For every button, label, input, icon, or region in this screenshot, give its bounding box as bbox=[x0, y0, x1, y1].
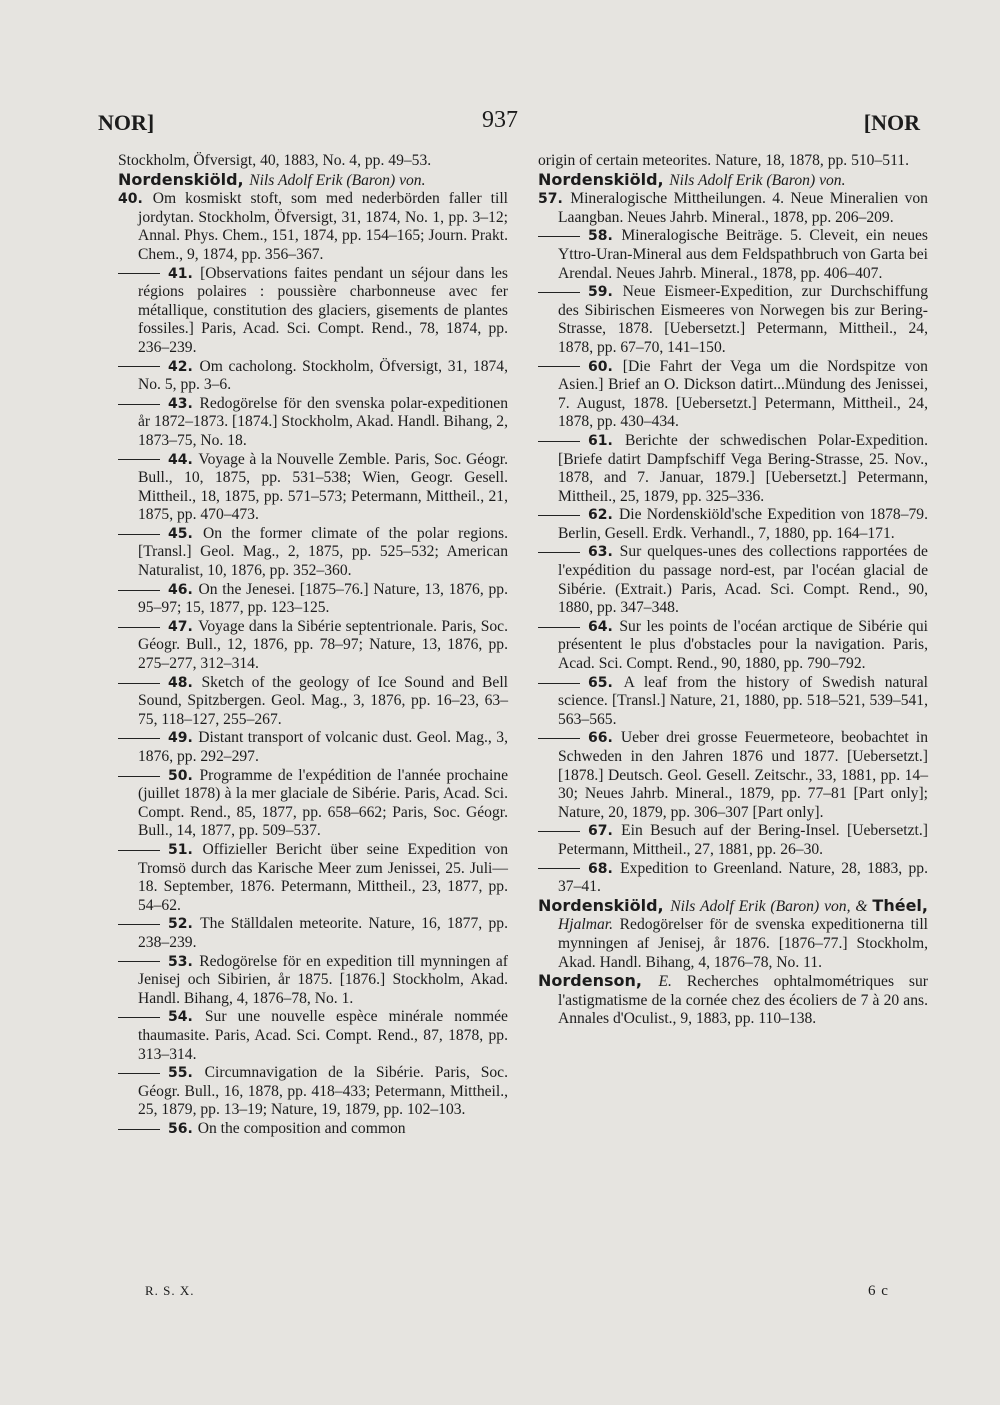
bibliography-entry bbox=[118, 767, 508, 841]
bibliography-entry bbox=[538, 506, 928, 543]
ditto-dash bbox=[118, 366, 160, 367]
ditto-dash bbox=[118, 273, 160, 274]
bibliography-entry bbox=[538, 972, 928, 1029]
entry-text: Stockholm, Öfversigt, 40, 1883, No. 4, pp. 49–53. bbox=[118, 152, 432, 169]
entry-text: [Die Fahrt der Vega um die Nordspitze von Asien.] Brief an O. Dickson datirt...Mündung des Jenissei, 7. August, 1878. [Uebersetzt.] Petermann, Mittheil., 24, 1878, pp. 430–434. bbox=[558, 357, 928, 431]
ditto-dash bbox=[538, 441, 580, 442]
entry-text: Die Nordenskiöld'sche Expedition von 1878–79. Berlin, Gesell. Erdk. Verhandl., 7, 1880, pp. 164–171. bbox=[558, 506, 928, 542]
ditto-dash bbox=[538, 292, 580, 293]
author-forenames: Nils Adolf Erik (Baron) von. bbox=[669, 171, 846, 189]
bibliography-entry bbox=[118, 395, 508, 451]
entry-text: Offizieller Bericht über seine Expedition von Tromsö durch das Karische Meer zum Jenissei, 25. Juli—18. September, 1876. Petermann, Mittheil., 23, 1877, pp. 54–62. bbox=[138, 840, 508, 914]
bibliography-entry bbox=[118, 1008, 508, 1064]
ditto-dash bbox=[118, 1129, 160, 1130]
entry-text: Ueber drei grosse Feuermeteore, beobachtet in Schweden in den Jahren 1876 und 1877. [Uebersetzt.] [1878.] Deutsch. Geol. Gesell. Zeitschr., 33, 1881, pp. 14–30; Neues Jahrb. Mineral., 1879, pp. 77–81 [Part only]; Nature, 20, 1879, pp. 306–307 [Part only]. bbox=[558, 729, 928, 821]
entry-number: 63. bbox=[588, 544, 620, 561]
bibliography-entry bbox=[118, 1064, 508, 1120]
bibliography-entry bbox=[118, 171, 508, 191]
entry-number: 65. bbox=[588, 674, 624, 691]
coauthor-forenames: Hjalmar. bbox=[558, 916, 620, 934]
ditto-dash bbox=[118, 534, 160, 535]
entry-number: 49. bbox=[168, 730, 199, 747]
entry-number: 55. bbox=[168, 1065, 205, 1082]
ditto-dash bbox=[538, 831, 580, 832]
bibliography-entry bbox=[538, 227, 928, 283]
entry-number: 40. bbox=[118, 191, 153, 208]
bibliography-entry bbox=[118, 152, 508, 171]
entry-text: Redogörelser för de svenska expeditionerna till mynningen af Jenisej, år 1876. [1876–77.] Stockholm, Akad. Handl. Bihang, 4, 1876–78, No. 11. bbox=[558, 916, 929, 971]
entry-text: Redogörelse för den svenska polar-expeditionen år 1872–1873. [1874.] Stockholm, Akad. Handl. Bihang, 2, 1873–75, No. 18. bbox=[138, 394, 508, 449]
author-name: Nordenskiöld, bbox=[118, 169, 250, 189]
ditto-dash bbox=[118, 1073, 160, 1074]
bibliography-entry bbox=[538, 729, 928, 822]
entry-number: 67. bbox=[588, 823, 622, 840]
entry-number: 47. bbox=[168, 618, 199, 635]
bibliography-entry bbox=[118, 674, 508, 730]
bibliography-entry bbox=[538, 822, 928, 859]
entry-text: Distant transport of volcanic dust. Geol. Mag., 3, 1876, pp. 292–297. bbox=[138, 729, 508, 765]
entry-number: 41. bbox=[168, 265, 201, 282]
ditto-dash bbox=[118, 738, 160, 739]
bibliography-entry bbox=[118, 358, 508, 395]
footer-signature: R. S. X. bbox=[145, 1283, 195, 1298]
author-forenames: Nils Adolf Erik (Baron) von. bbox=[249, 171, 426, 189]
ditto-dash bbox=[118, 961, 160, 962]
ditto-dash bbox=[538, 366, 580, 367]
bibliography-entry bbox=[118, 451, 508, 525]
bibliography-entry bbox=[538, 860, 928, 897]
entry-number: 44. bbox=[168, 451, 199, 468]
entry-text: Mineralogische Beiträge. 5. Cleveit, ein neues Yttro-Uran-Mineral aus dem Feldspathbruch von Garta bei Arendal. Neues Jahrb. Mineral., 1878, pp. 406–407. bbox=[558, 227, 928, 282]
author-name: Nordenskiöld, bbox=[538, 169, 670, 189]
entry-number: 52. bbox=[168, 916, 201, 933]
footer-sheet-mark: 6 c bbox=[868, 1283, 889, 1299]
entry-text: Recherches ophtalmométriques sur l'astigmatisme de la cornée chez des écoliers de 7 à 20 ans. Annales d'Oculist., 9, 1883, pp. 110–138. bbox=[558, 973, 928, 1028]
entry-text: [Observations faites pendant un séjour dans les régions polaires : poussière charbonneuse avec fer métallique, constitution des glaciers, gisements de plantes fossiles.] Paris, Acad. Sci. Compt. Rend., 78, 1874, pp. 236–239. bbox=[138, 264, 508, 356]
bibliography-entry bbox=[118, 1120, 508, 1139]
ditto-dash bbox=[118, 404, 160, 405]
entry-number: 66. bbox=[588, 730, 621, 747]
bibliography-entry bbox=[118, 581, 508, 618]
entry-text: Redogörelse för en expedition till mynningen af Jenisej och Sibirien, år 1875. [1876.] Stockholm, Akad. Handl. Bihang, 4, 1876–78, No. 1. bbox=[138, 952, 508, 1007]
bibliography-entry bbox=[118, 525, 508, 581]
entry-text: Om cacholong. Stockholm, Öfversigt, 31, 1874, No. 5, pp. 3–6. bbox=[138, 357, 508, 394]
ditto-dash bbox=[538, 515, 580, 516]
bibliography-entry bbox=[538, 358, 928, 432]
entry-text: Sur une nouvelle espèce minérale nommée thaumasite. Paris, Acad. Sci. Compt. Rend., 87, 1878, pp. 313–314. bbox=[138, 1008, 508, 1063]
entry-text: On the composition and common bbox=[197, 1119, 406, 1137]
ditto-dash bbox=[118, 683, 160, 684]
bibliography-entry bbox=[538, 190, 928, 227]
entry-text: A leaf from the history of Swedish natural science. [Transl.] Nature, 21, 1880, pp. 518–521, 539–541, 563–565. bbox=[558, 673, 928, 728]
entry-number: 42. bbox=[168, 358, 200, 375]
entry-text: origin of certain meteorites. Nature, 18, 1878, pp. 510–511. bbox=[538, 152, 909, 169]
bibliography-entry bbox=[538, 432, 928, 506]
entry-text: Neue Eismeer-Expedition, zur Durchschiffung des Sibirischen Eismeeres von Norwegen bis zur Bering-Strasse, 1878. [Uebersetzt.] Petermann, Mittheil., 24, 1878, pp. 67–70, 141–150. bbox=[558, 283, 928, 356]
bibliography-entry bbox=[118, 190, 508, 264]
ditto-dash bbox=[118, 1017, 160, 1018]
entry-number: 53. bbox=[168, 953, 200, 970]
entry-text: Expedition to Greenland. Nature, 28, 1883, pp. 37–41. bbox=[558, 859, 928, 896]
bibliography-entry bbox=[538, 897, 928, 972]
entry-number: 59. bbox=[588, 284, 623, 301]
entry-number: 60. bbox=[588, 358, 623, 375]
entry-number: 62. bbox=[588, 507, 619, 524]
author-forenames: E. bbox=[658, 973, 687, 991]
entry-text: Sur quelques-unes des collections rapportées de l'expédition du passage nord-est, par l'océan glacial de Sibérie. (Extrait.) Paris, Acad. Sci. Compt. Rend., 90, 1880, pp. 347–348. bbox=[558, 543, 928, 617]
entry-text: Sur les points de l'océan arctique de Sibérie qui présentent le plus d'obstacles pour la navigation. Paris, Acad. Sci. Compt. Rend., 90, 1880, pp. 790–792. bbox=[558, 617, 928, 673]
left-column bbox=[118, 152, 508, 1138]
entry-text: The Ställdalen meteorite. Nature, 16, 1877, pp. 238–239. bbox=[138, 915, 508, 951]
entry-number: 48. bbox=[168, 674, 202, 691]
entry-number: 43. bbox=[168, 395, 200, 412]
bibliography-entry bbox=[538, 618, 928, 674]
bibliography-entry bbox=[538, 543, 928, 617]
ditto-dash bbox=[538, 236, 580, 237]
entry-text: Mineralogische Mittheilungen. 4. Neue Mineralien von Laangban. Neues Jahrb. Mineral., 1878, pp. 206–209. bbox=[558, 190, 928, 226]
entry-text: Ein Besuch auf der Bering-Insel. [Uebersetzt.] Petermann, Mittheil., 27, 1881, pp. 26–30. bbox=[558, 822, 928, 858]
bibliography-entry bbox=[538, 171, 928, 191]
ditto-dash bbox=[538, 683, 580, 684]
ditto-dash bbox=[118, 627, 160, 628]
ditto-dash bbox=[118, 924, 160, 925]
running-head-right: [NOR bbox=[863, 110, 920, 135]
bibliography-entry bbox=[538, 283, 928, 357]
bibliography-entry bbox=[118, 265, 508, 358]
entry-text: On the Jenesei. [1875–76.] Nature, 13, 1876, pp. 95–97; 15, 1877, pp. 123–125. bbox=[138, 580, 508, 617]
entry-text: On the former climate of the polar regions. [Transl.] Geol. Mag., 2, 1875, pp. 525–532; American Naturalist, 10, 1876, pp. 352–360. bbox=[138, 524, 508, 580]
ditto-dash bbox=[118, 850, 160, 851]
entry-text: Berichte der schwedischen Polar-Expedition. [Briefe datirt Dampfschiff Vega Bering-Strasse, 25. Nov., 1878, and 7. Januar, 1879.] [Uebersetzt.] Petermann, Mittheil., 25, 1879, pp. 325–336. bbox=[558, 431, 928, 505]
running-head-left: NOR] bbox=[98, 110, 155, 135]
bibliography-entry bbox=[118, 953, 508, 1009]
ditto-dash bbox=[538, 627, 580, 628]
entry-text: Programme de l'expédition de l'année prochaine (juillet 1878) à la mer glaciale de Sibérie. Paris, Acad. Sci. Compt. Rend., 85, 1877, pp. 658–662; Paris, Soc. Géogr. Bull., 14, 1877, pp. 509–537. bbox=[138, 766, 508, 840]
coauthor-name: Théel, bbox=[872, 895, 928, 915]
right-column bbox=[538, 152, 928, 1029]
ditto-dash bbox=[538, 868, 580, 869]
bibliography-entry bbox=[538, 152, 928, 171]
entry-number: 64. bbox=[588, 618, 620, 635]
bibliography-entry bbox=[538, 674, 928, 730]
entry-text: Circumnavigation de la Sibérie. Paris, Soc. Géogr. Bull., 16, 1878, pp. 418–433; Petermann, Mittheil., 25, 1879, pp. 13–19; Nature, 19, 1879, pp. 102–103. bbox=[138, 1064, 508, 1119]
entry-number: 57. bbox=[538, 191, 571, 208]
entry-text: Sketch of the geology of Ice Sound and Bell Sound, Spitzbergen. Geol. Mag., 3, 1876, pp. 16–23, 63–75, 118–127, 255–267. bbox=[138, 673, 508, 728]
entry-text: Voyage dans la Sibérie septentrionale. Paris, Soc. Géogr. Bull., 12, 1876, pp. 78–97; Nature, 13, 1876, pp. 275–277, 312–314. bbox=[138, 617, 508, 673]
ditto-dash bbox=[538, 552, 580, 553]
entry-number: 56. bbox=[168, 1120, 198, 1137]
bibliography-entry bbox=[118, 729, 508, 766]
entry-text: Voyage à la Nouvelle Zemble. Paris, Soc. Géogr. Bull., 10, 1875, pp. 531–538; Wien, Geogr. Gesell. Mittheil., 18, 1875, pp. 571–573; Petermann, Mittheil., 21, 1875, pp. 470–473. bbox=[138, 450, 508, 524]
author-name: Nordenson, bbox=[538, 971, 659, 991]
bibliography-entry bbox=[118, 618, 508, 674]
entry-number: 61. bbox=[588, 432, 625, 449]
ditto-dash bbox=[118, 590, 160, 591]
entry-number: 51. bbox=[168, 841, 203, 858]
ditto-dash bbox=[538, 738, 580, 739]
entry-number: 58. bbox=[588, 228, 622, 245]
author-forenames: Nils Adolf Erik (Baron) von, & bbox=[670, 897, 873, 915]
author-name: Nordenskiöld, bbox=[538, 895, 671, 915]
ditto-dash bbox=[118, 776, 160, 777]
entry-text: Om kosmiskt stoft, som med nederbörden faller till jordytan. Stockholm, Öfversigt, 31, 1874, No. 1, pp. 3–12; Annal. Phys. Chem., 151, 1874, pp. 154–165; Journ. Prakt. Chem., 9, 1874, pp. 356–367. bbox=[138, 190, 508, 263]
bibliography-entry bbox=[118, 915, 508, 952]
entry-number: 54. bbox=[168, 1009, 205, 1026]
entry-number: 45. bbox=[168, 525, 204, 542]
page-number: 937 bbox=[482, 107, 518, 133]
entry-number: 46. bbox=[168, 581, 199, 598]
entry-number: 68. bbox=[588, 860, 621, 877]
ditto-dash bbox=[118, 459, 160, 460]
entry-number: 50. bbox=[168, 767, 200, 784]
bibliography-entry bbox=[118, 841, 508, 915]
